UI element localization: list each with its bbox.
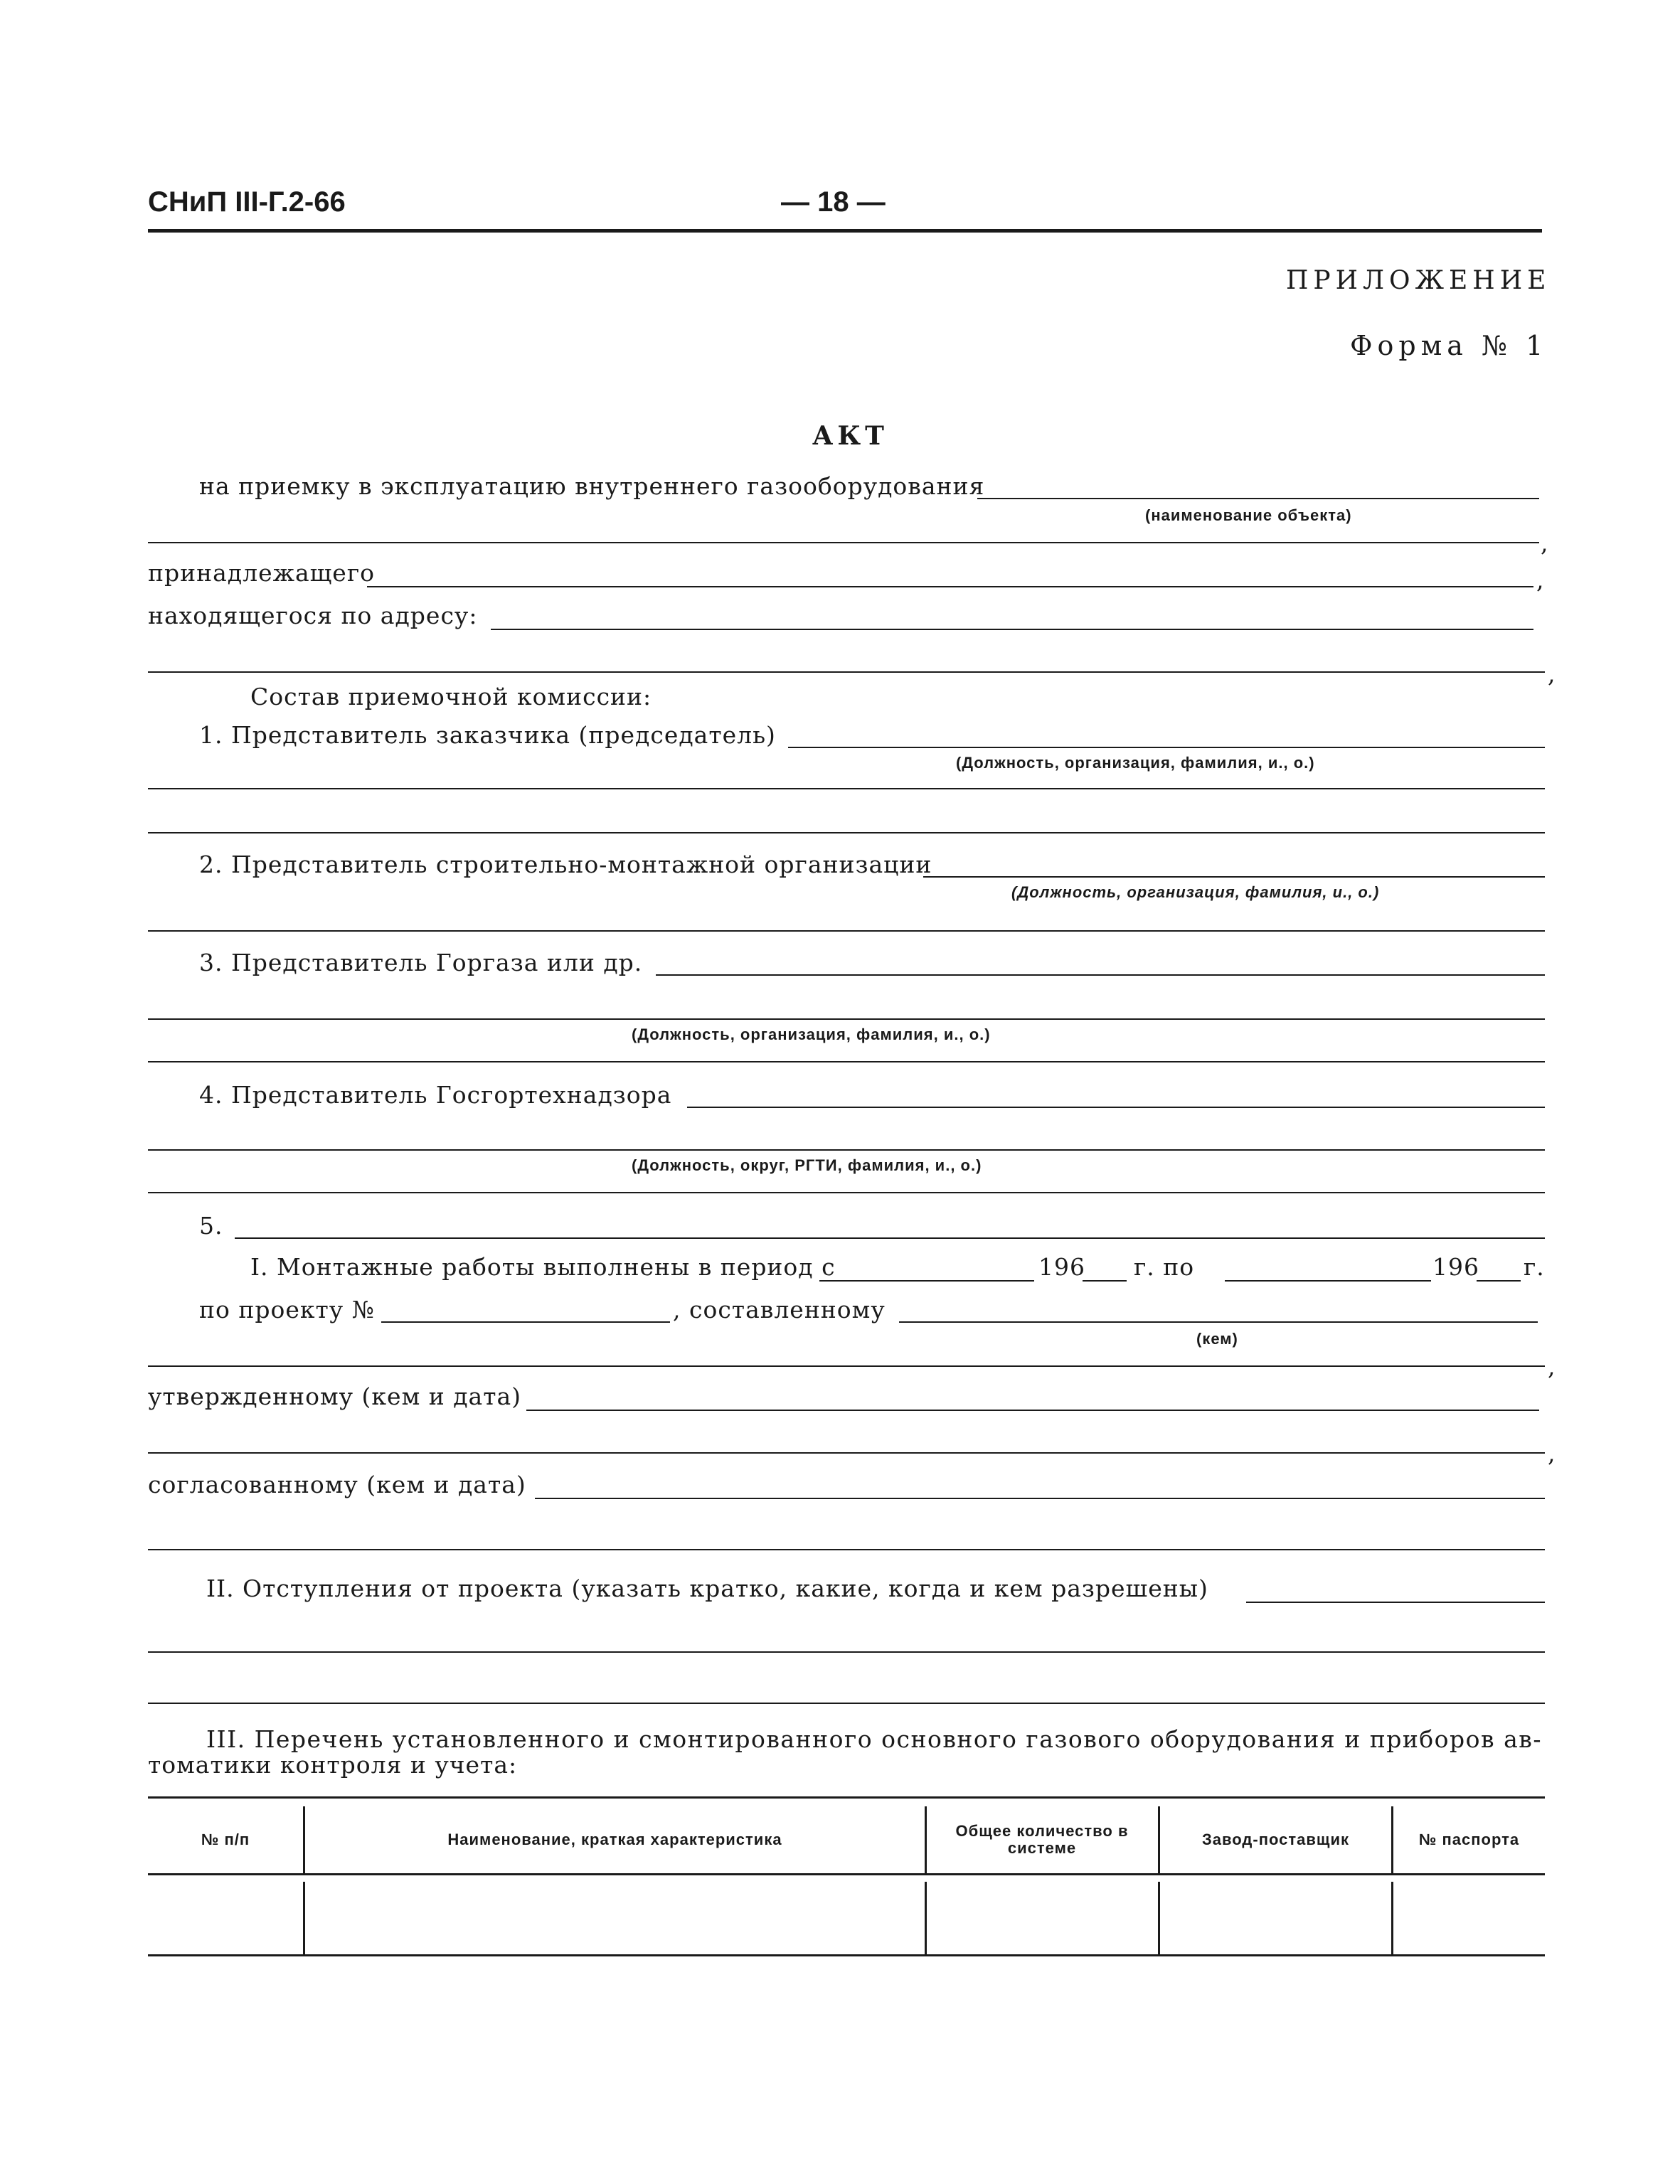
member-3-line-3 bbox=[148, 1061, 1545, 1062]
row-divider-4 bbox=[1391, 1882, 1393, 1954]
comma-1: , bbox=[1541, 529, 1549, 557]
project-label: по проекту № bbox=[199, 1296, 375, 1323]
belonging-label: принадлежащего bbox=[148, 559, 375, 587]
year-2: 196 bbox=[1432, 1253, 1479, 1281]
col-header-supplier: Завод-поставщик bbox=[1202, 1831, 1349, 1848]
document-code: СНиП III-Г.2-66 bbox=[148, 186, 346, 218]
table-bottom-rule bbox=[148, 1954, 1545, 1956]
deviations-line-3 bbox=[148, 1703, 1545, 1704]
member-1-line-2 bbox=[148, 788, 1545, 789]
comma-5: , bbox=[1548, 1439, 1556, 1467]
comma-2: , bbox=[1536, 566, 1545, 594]
deviations-label: II. Отступления от проекта (указать кратко, какие, когда и кем разрешены) bbox=[206, 1575, 1208, 1602]
row-divider-2 bbox=[925, 1882, 927, 1954]
comma-3: , bbox=[1548, 660, 1556, 688]
year-end: г. bbox=[1524, 1253, 1545, 1281]
row-divider-1 bbox=[303, 1882, 305, 1954]
year-2-line bbox=[1477, 1280, 1521, 1282]
composed-label: , составленному bbox=[673, 1296, 886, 1323]
period-from-line bbox=[819, 1280, 1034, 1282]
member-2-line bbox=[923, 876, 1545, 878]
object-name-line-2 bbox=[148, 542, 1539, 543]
year-connector: г. по bbox=[1134, 1253, 1195, 1281]
member-2: 2. Представитель строительно-монтажной организации bbox=[199, 851, 932, 878]
composed-by-line bbox=[899, 1321, 1538, 1323]
year-1-line bbox=[1083, 1280, 1127, 1282]
member-1-line bbox=[788, 747, 1545, 748]
member-2-line-2 bbox=[148, 930, 1545, 932]
act-subtitle: на приемку в эксплуатацию внутреннего газооборудования bbox=[199, 472, 985, 500]
object-name-caption: (наименование объекта) bbox=[1145, 506, 1352, 524]
col-divider-2 bbox=[925, 1806, 927, 1873]
member-4-line-3 bbox=[148, 1192, 1545, 1193]
belonging-line bbox=[367, 586, 1533, 587]
by-whom-caption: (кем) bbox=[1196, 1330, 1238, 1348]
member-5-line bbox=[235, 1237, 1545, 1239]
commission-heading: Состав приемочной комиссии: bbox=[250, 683, 652, 710]
table-header-rule bbox=[148, 1873, 1545, 1875]
approved-label: утвержденному (кем и дата) bbox=[148, 1383, 522, 1410]
member-3-caption: (Должность, организация, фамилия, и., о.) bbox=[632, 1026, 991, 1043]
member-4-line bbox=[687, 1107, 1545, 1108]
address-label: находящегося по адресу: bbox=[148, 602, 478, 629]
member-4-line-2 bbox=[148, 1149, 1545, 1151]
approved-line bbox=[526, 1410, 1539, 1411]
year-1: 196 bbox=[1038, 1253, 1085, 1281]
member-3-line-2 bbox=[148, 1018, 1545, 1020]
member-1: 1. Представитель заказчика (председатель) bbox=[199, 721, 776, 749]
agreed-line bbox=[535, 1498, 1545, 1499]
deviations-line-2 bbox=[148, 1651, 1545, 1653]
agreed-label: согласованному (кем и дата) bbox=[148, 1471, 526, 1498]
form-number: Форма № 1 bbox=[1350, 330, 1548, 361]
project-number-line bbox=[381, 1321, 670, 1323]
equipment-list-line-1: III. Перечень установленного и смонтированного основного газового оборудования и приборов ав- bbox=[206, 1725, 1543, 1753]
member-1-line-3 bbox=[148, 832, 1545, 833]
member-5: 5. bbox=[199, 1212, 223, 1240]
member-3-line bbox=[656, 974, 1545, 976]
header-rule bbox=[148, 229, 1542, 233]
comma-4: , bbox=[1548, 1353, 1556, 1380]
col-header-passport: № паспорта bbox=[1418, 1831, 1520, 1848]
page-number: — 18 — bbox=[781, 186, 886, 218]
appendix-label: ПРИЛОЖЕНИЕ bbox=[1286, 266, 1551, 295]
period-to-line bbox=[1225, 1280, 1431, 1282]
deviations-line bbox=[1246, 1602, 1545, 1603]
period-label: I. Монтажные работы выполнены в период с bbox=[250, 1253, 836, 1281]
act-title: АКТ bbox=[812, 421, 888, 451]
col-header-number: № п/п bbox=[201, 1831, 250, 1848]
col-header-name: Наименование, краткая характеристика bbox=[447, 1831, 782, 1848]
table-top-rule bbox=[148, 1796, 1545, 1799]
object-name-line bbox=[977, 498, 1539, 499]
approved-line-2 bbox=[148, 1452, 1545, 1454]
address-line bbox=[491, 629, 1533, 630]
member-4-caption: (Должность, округ, РГТИ, фамилия, и., о.) bbox=[632, 1156, 982, 1174]
address-line-2 bbox=[148, 671, 1545, 673]
composed-by-line-2 bbox=[148, 1365, 1545, 1367]
member-3: 3. Представитель Горгаза или др. bbox=[199, 949, 643, 976]
member-1-caption: (Должность, организация, фамилия, и., о.) bbox=[956, 754, 1315, 772]
equipment-list-line-2: томатики контроля и учета: bbox=[148, 1751, 518, 1779]
agreed-line-2 bbox=[148, 1549, 1545, 1550]
member-2-caption: (Должность, организация, фамилия, и., о.) bbox=[1011, 883, 1380, 901]
row-divider-3 bbox=[1158, 1882, 1160, 1954]
col-header-quantity: Общее количество в системе bbox=[955, 1822, 1129, 1857]
member-4: 4. Представитель Госгортехнадзора bbox=[199, 1081, 672, 1109]
